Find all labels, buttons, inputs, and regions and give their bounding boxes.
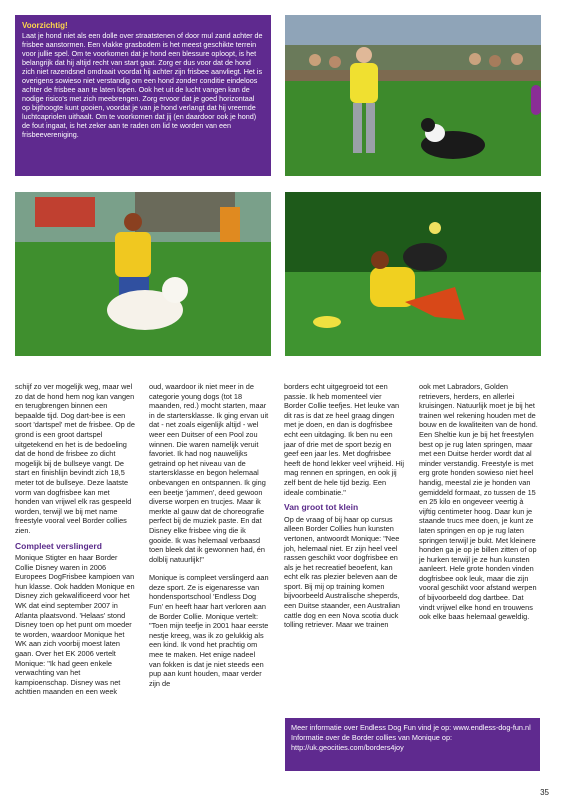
text-column-4 — [419, 382, 539, 622]
subheading-compleet-verslingerd: Compleet verslingerd — [15, 540, 102, 551]
sidebar-text: Laat je hond niet als een dolle over straatstenen of door mul zand achter de frisbee aanstormen. Een vlakke grasbodem is het meest geschikte terrein voor jullie spel. Om te voorkomen dat je hond een blessure oploopt, is het belangrijk dat hij altijd recht van start gaat. Zorg er dus voor dat de hond zich niet razendsnel omdraait voordat hij achter zijn frisbee aanvliegt. Het is overigens sowieso niet verstandig om een hond zonder conditie eindeloos achter de frisbee aan te laten lopen. Ook het uit de lucht vangen kan de nodige risico's met zich meebrengen. Zorg ervoor dat je goed horizontaal op bijthoogte kunt gooien, voordat je van je hond verlangt dat hij vreemde luchtcapriolen uithaalt. Om te voorkomen dat jij (en daardoor ook je hond) de fout ingaat, is het zeker aan te raden om lid te worden van een frisbeevereniging. — [22, 31, 263, 139]
text-column-3 — [284, 382, 404, 630]
text-column-2 — [149, 382, 269, 688]
info-box — [285, 718, 540, 771]
sidebar-title: Voorzichtig! — [22, 21, 68, 30]
photo-freestyle-jump — [285, 192, 541, 356]
info-line-url[interactable]: http://uk.geocities.com/borders4joy — [291, 743, 404, 752]
col1-paragraph-1: schijf zo ver mogelijk weg, maar wel zo dat de hond hem nog kan vangen en terugbrengen binnen een bepaalde tijd. Dog dart-bee is een soort 'dartspel' met de frisbee. Op de grond is een groot dartspel uitgetekend en het is de bedoeling dat de hond de frisbee zo dicht mogelijk bij de bullseye vangt. De start en finishlijn bevindt zich 18,5 meter tot de bullseye. Deze laatste vorm van dogfrisbee kan met honden van vrijwel elk ras gespeeld worden, terwijl we bij met name freestyle vooral veel Border collies zien. — [15, 382, 135, 535]
page-number: 35 — [540, 788, 549, 797]
col2-paragraph-1: oud, waardoor ik niet meer in de categorie young dogs (tot 18 maanden, red.) mocht starten, maar in de startersklasse. Ik ging ervan uit dat - net zoals eigenlijk altijd - wel weer een Duitser of een Pool zou winnen. Die waren namelijk veruit favoriet. Ik had nog nauwelijks getraind op het niveau van de startersklasse en begon helemaal onbevangen en ontspannen. Ik ging een beetje 'jammen', deed gewoon diverse worpen en trucjes. Maar ik merkte al gauw dat de choreografie perfect bij de muziek paste. En dat Disney elke frisbee ving die ik gooide. Ik was helemaal verbaasd toen bleek dat ik gewonnen had, én dolblij natuurlijk!" — [149, 382, 269, 564]
photo-woman-with-white-dog — [15, 192, 271, 356]
info-line-borders: Informatie over de Border collies van Monique op: — [291, 733, 453, 742]
text-column-1 — [15, 382, 135, 697]
photo-man-with-dog — [285, 15, 541, 176]
info-line-website: Meer informatie over Endless Dog Fun vind je op: www.endless-dog-fun.nl — [291, 723, 531, 732]
col2-paragraph-2: Monique is compleet verslingerd aan deze sport. Ze is eigenaresse van hondensportschool 'Endless Dog Fun' en heeft haar hart verloren aan de Border Collie. Monique vertelt: "Toen mijn teefje in 2001 haar eerste nestje kreeg, was ik zo gelukkig als een kind. Ik vond het prachtig om mee te maken. Het enige nadeel van fokken is dat je niet steeds een pup aan kunt houden, maar verder zijn de — [149, 573, 269, 688]
subheading-van-groot-tot-klein: Van groot tot klein — [284, 502, 359, 513]
col3-paragraph-1: borders echt uitgegroeid tot een passie. Ik heb momenteel vier Border Collie teefjes. Het leuke van dit ras is dat ze heel graag dingen met je doen, en dan is dogfrisbee echt een uitdaging. Ik ben nu een jaar of drie met de sport bezig en geef een jaar les. Met dogfrisbee heeft de hond lekker veel vrijheid. Hij mag rennen en springen, en ook jij zelf bent de hele tijd bezig. Een ideale combinatie." — [284, 382, 405, 497]
col4-paragraph-1: ook met Labradors, Golden retrievers, herders, en allerlei kruisingen. Natuurlijk moet je bij het trainen wel rekening houden met de bouw en de kwaliteiten van de hond. Een Sheltie kun je bij het freestylen best op je rug laten springen, maar met een Duitse herder wordt dat al minder verstandig. Freestyle is met erg grote honden sowieso niet heel handig, meestal zie je honden van gemiddeld formaat, zo tussen de 15 en 25 kilo en ongeveer veertig à vijftig centimeter hoog. Daar kun je staande trucs mee doen, je kunt ze laten springen en op je rug laten springen terwijl je bukt. Met kleinere honden ga je op je billen zitten of op je hurken terwijl je ze hun kunsten aanleert. Hele grote honden vinden dogfrisbee ook leuk, maar die zijn vooral geschikt voor afstand werpen of bijvoorbeeld dog dartbee. Dat vindt vrijwel elke hond en trouwens ook elke baas helemaal geweldig. — [419, 382, 538, 622]
sidebar-box — [15, 15, 271, 176]
col1-paragraph-2: Monique Stigter en haar Border Collie Disney waren in 2006 Europees DogFrisbee kampioen van hun klasse. Ook hadden Monique en Disney zich gekwalificeerd voor het WK dat eind september 2007 in Atlanta plaatsvond. 'Helaas' stond Disney toen op het punt om moeder te worden, waardoor Monique het WK aan zich voorbij moest laten gaan. Over het EK 2006 vertelt Monique: "Ik had geen enkele verwachting van het kampioenschap. Disney was net achttien maanden en een week — [15, 553, 135, 697]
col3-paragraph-2: Op de vraag of bij haar op cursus alleen Border Collies hun kunsten vertonen, antwoordt Monique: "Nee joh, helemaal niet. Er zijn heel veel rassen geschikt voor dogfrisbee en als je het recreatief beoefent, kan echt elk ras plezier beleven aan de sport. Bij mij op training komen bijvoorbeeld Australische sheperds, een Duitse staander, een Australian cattle dog en een Nova scotia duck tolling retriever. Maar we trainen — [284, 514, 400, 630]
